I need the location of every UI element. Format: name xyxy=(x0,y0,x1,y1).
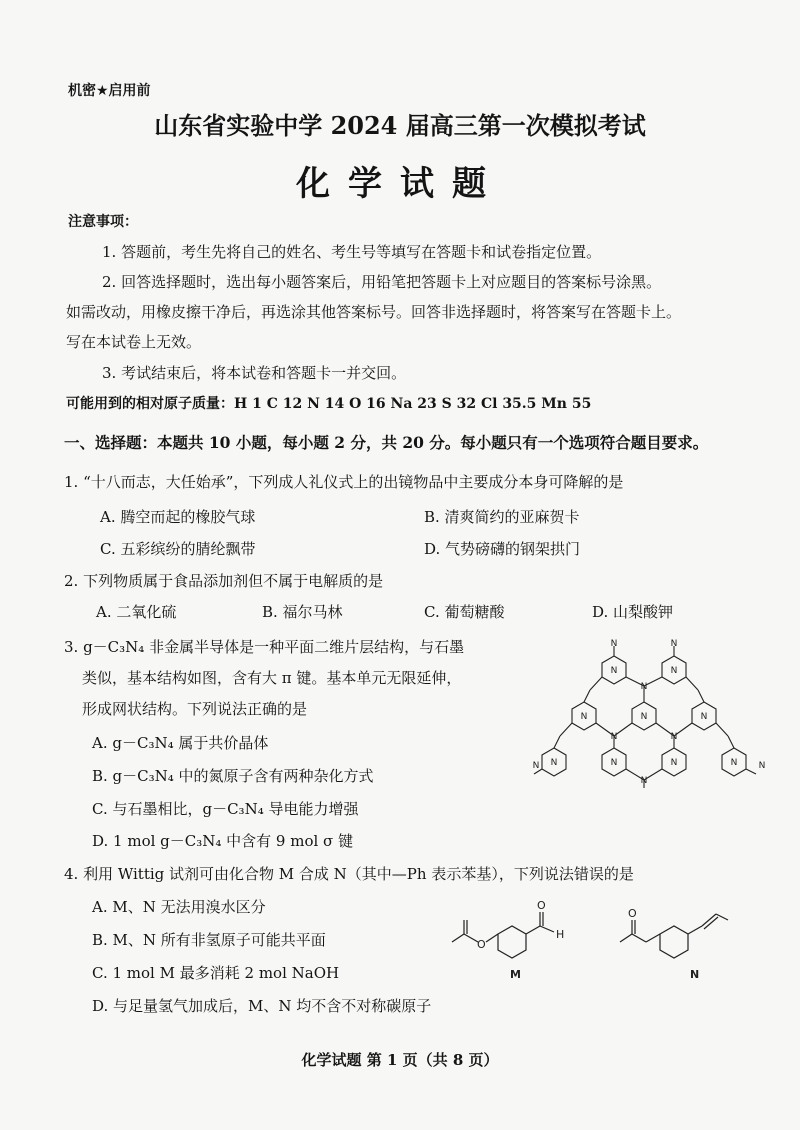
q3-option-d: D. 1 mol g－C₃N₄ 中含有 9 mol σ 键 xyxy=(92,832,354,850)
svg-text:N: N xyxy=(730,758,738,768)
notes-heading: 注意事项： xyxy=(68,214,138,230)
question-1-stem: 1. “十八而志，大任始承”，下列成人礼仪式上的出镜物品中主要成分本身可降解的是 xyxy=(64,473,624,491)
q2-option-d: D. 山梨酸钾 xyxy=(592,603,674,621)
subject-title: 化学试题 xyxy=(296,164,504,204)
question-3-line-2: 类似，基本结构如图，含有大 π 键。基本单元无限延伸， xyxy=(82,669,462,687)
q4-option-b: B. M、N 所有非氢原子可能共平面 xyxy=(92,931,326,949)
note-3: 3. 考试结束后，将本试卷和答题卡一并交回。 xyxy=(102,364,407,382)
svg-text:N: N xyxy=(670,666,678,676)
note-2-line-2: 如需改动，用橡皮擦干净后，再选涂其他答案标号。回答非选择题时，将答案写在答题卡上。 xyxy=(66,303,682,321)
section-heading: 一、选择题：本题共 10 小题，每小题 2 分，共 20 分。每小题只有一个选项符合题目要求。 xyxy=(64,433,709,452)
q4-option-a: A. M、N 无法用溴水区分 xyxy=(92,898,266,916)
exam-title: 山东省实验中学 2024 届高三第一次模拟考试 xyxy=(154,111,646,140)
q3-option-c: C. 与石墨相比，g－C₃N₄ 导电能力增强 xyxy=(92,800,359,818)
confidential-mark: 机密★启用前 xyxy=(68,83,151,99)
svg-text:N: N xyxy=(670,732,678,742)
svg-text:N: N xyxy=(758,761,766,771)
q2-option-c: C. 葡萄糖酸 xyxy=(424,603,505,621)
question-3-line-3: 形成网状结构。下列说法正确的是 xyxy=(82,700,308,718)
q2-option-b: B. 福尔马林 xyxy=(262,603,343,621)
svg-text:N: N xyxy=(550,758,558,768)
compound-m-structure xyxy=(448,892,608,984)
note-2-line-3: 写在本试卷上无效。 xyxy=(66,333,202,351)
svg-text:N: N xyxy=(640,682,648,692)
svg-text:N: N xyxy=(640,776,648,786)
question-4-stem: 4. 利用 Wittig 试剂可由化合物 M 合成 N（其中—Ph 表示苯基），下列说法错误的是 xyxy=(64,865,634,883)
svg-text:N: N xyxy=(700,712,708,722)
q1-option-d: D. 气势磅礴的钢架拱门 xyxy=(424,540,581,558)
q4-option-d: D. 与足量氢气加成后，M、N 均不含不对称碳原子 xyxy=(92,997,432,1015)
q1-option-b: B. 清爽简约的亚麻贺卡 xyxy=(424,508,580,526)
svg-text:O: O xyxy=(477,938,486,951)
svg-text:N: N xyxy=(610,639,618,649)
q3-option-b: B. g－C₃N₄ 中的氮原子含有两种杂化方式 xyxy=(92,767,374,785)
svg-text:N: N xyxy=(532,761,540,771)
svg-text:N: N xyxy=(670,639,678,649)
g-c3n4-structure-diagram xyxy=(534,640,774,788)
q1-option-c: C. 五彩缤纷的腈纶飘带 xyxy=(100,540,256,558)
note-2-line-1: 2. 回答选择题时，选出每小题答案后，用铅笔把答题卡上对应题目的答案标号涂黑。 xyxy=(102,273,662,291)
note-1: 1. 答题前，考生先将自己的姓名、考生号等填写在答题卡和试卷指定位置。 xyxy=(102,243,602,261)
svg-text:N: N xyxy=(610,758,618,768)
question-2-stem: 2. 下列物质属于食品添加剂但不属于电解质的是 xyxy=(64,572,384,590)
compound-n-structure xyxy=(618,892,788,984)
q1-option-a: A. 腾空而起的橡胶气球 xyxy=(100,508,256,526)
svg-text:N: N xyxy=(640,712,648,722)
q3-option-a: A. g－C₃N₄ 属于共价晶体 xyxy=(92,734,269,752)
svg-text:N: N xyxy=(610,666,618,676)
svg-text:O: O xyxy=(537,899,546,912)
svg-text:N: N xyxy=(670,758,678,768)
question-3-line-1: 3. g－C₃N₄ 非金属半导体是一种平面二维片层结构，与石墨 xyxy=(64,638,465,656)
page-footer: 化学试题 第 1 页（共 8 页） xyxy=(301,1051,499,1069)
svg-text:N: N xyxy=(610,732,618,742)
q2-option-a: A. 二氧化硫 xyxy=(96,603,177,621)
aldehyde-h-label: H xyxy=(556,928,565,941)
compound-n-label: N xyxy=(690,968,700,981)
svg-text:O: O xyxy=(628,907,637,920)
compound-m-label: M xyxy=(510,968,521,981)
atomic-masses: 可能用到的相对原子质量：H 1 C 12 N 14 O 16 Na 23 S 32 Cl 35.5 Mn 55 xyxy=(66,396,592,412)
svg-text:N: N xyxy=(580,712,588,722)
q4-option-c: C. 1 mol M 最多消耗 2 mol NaOH xyxy=(92,964,340,982)
